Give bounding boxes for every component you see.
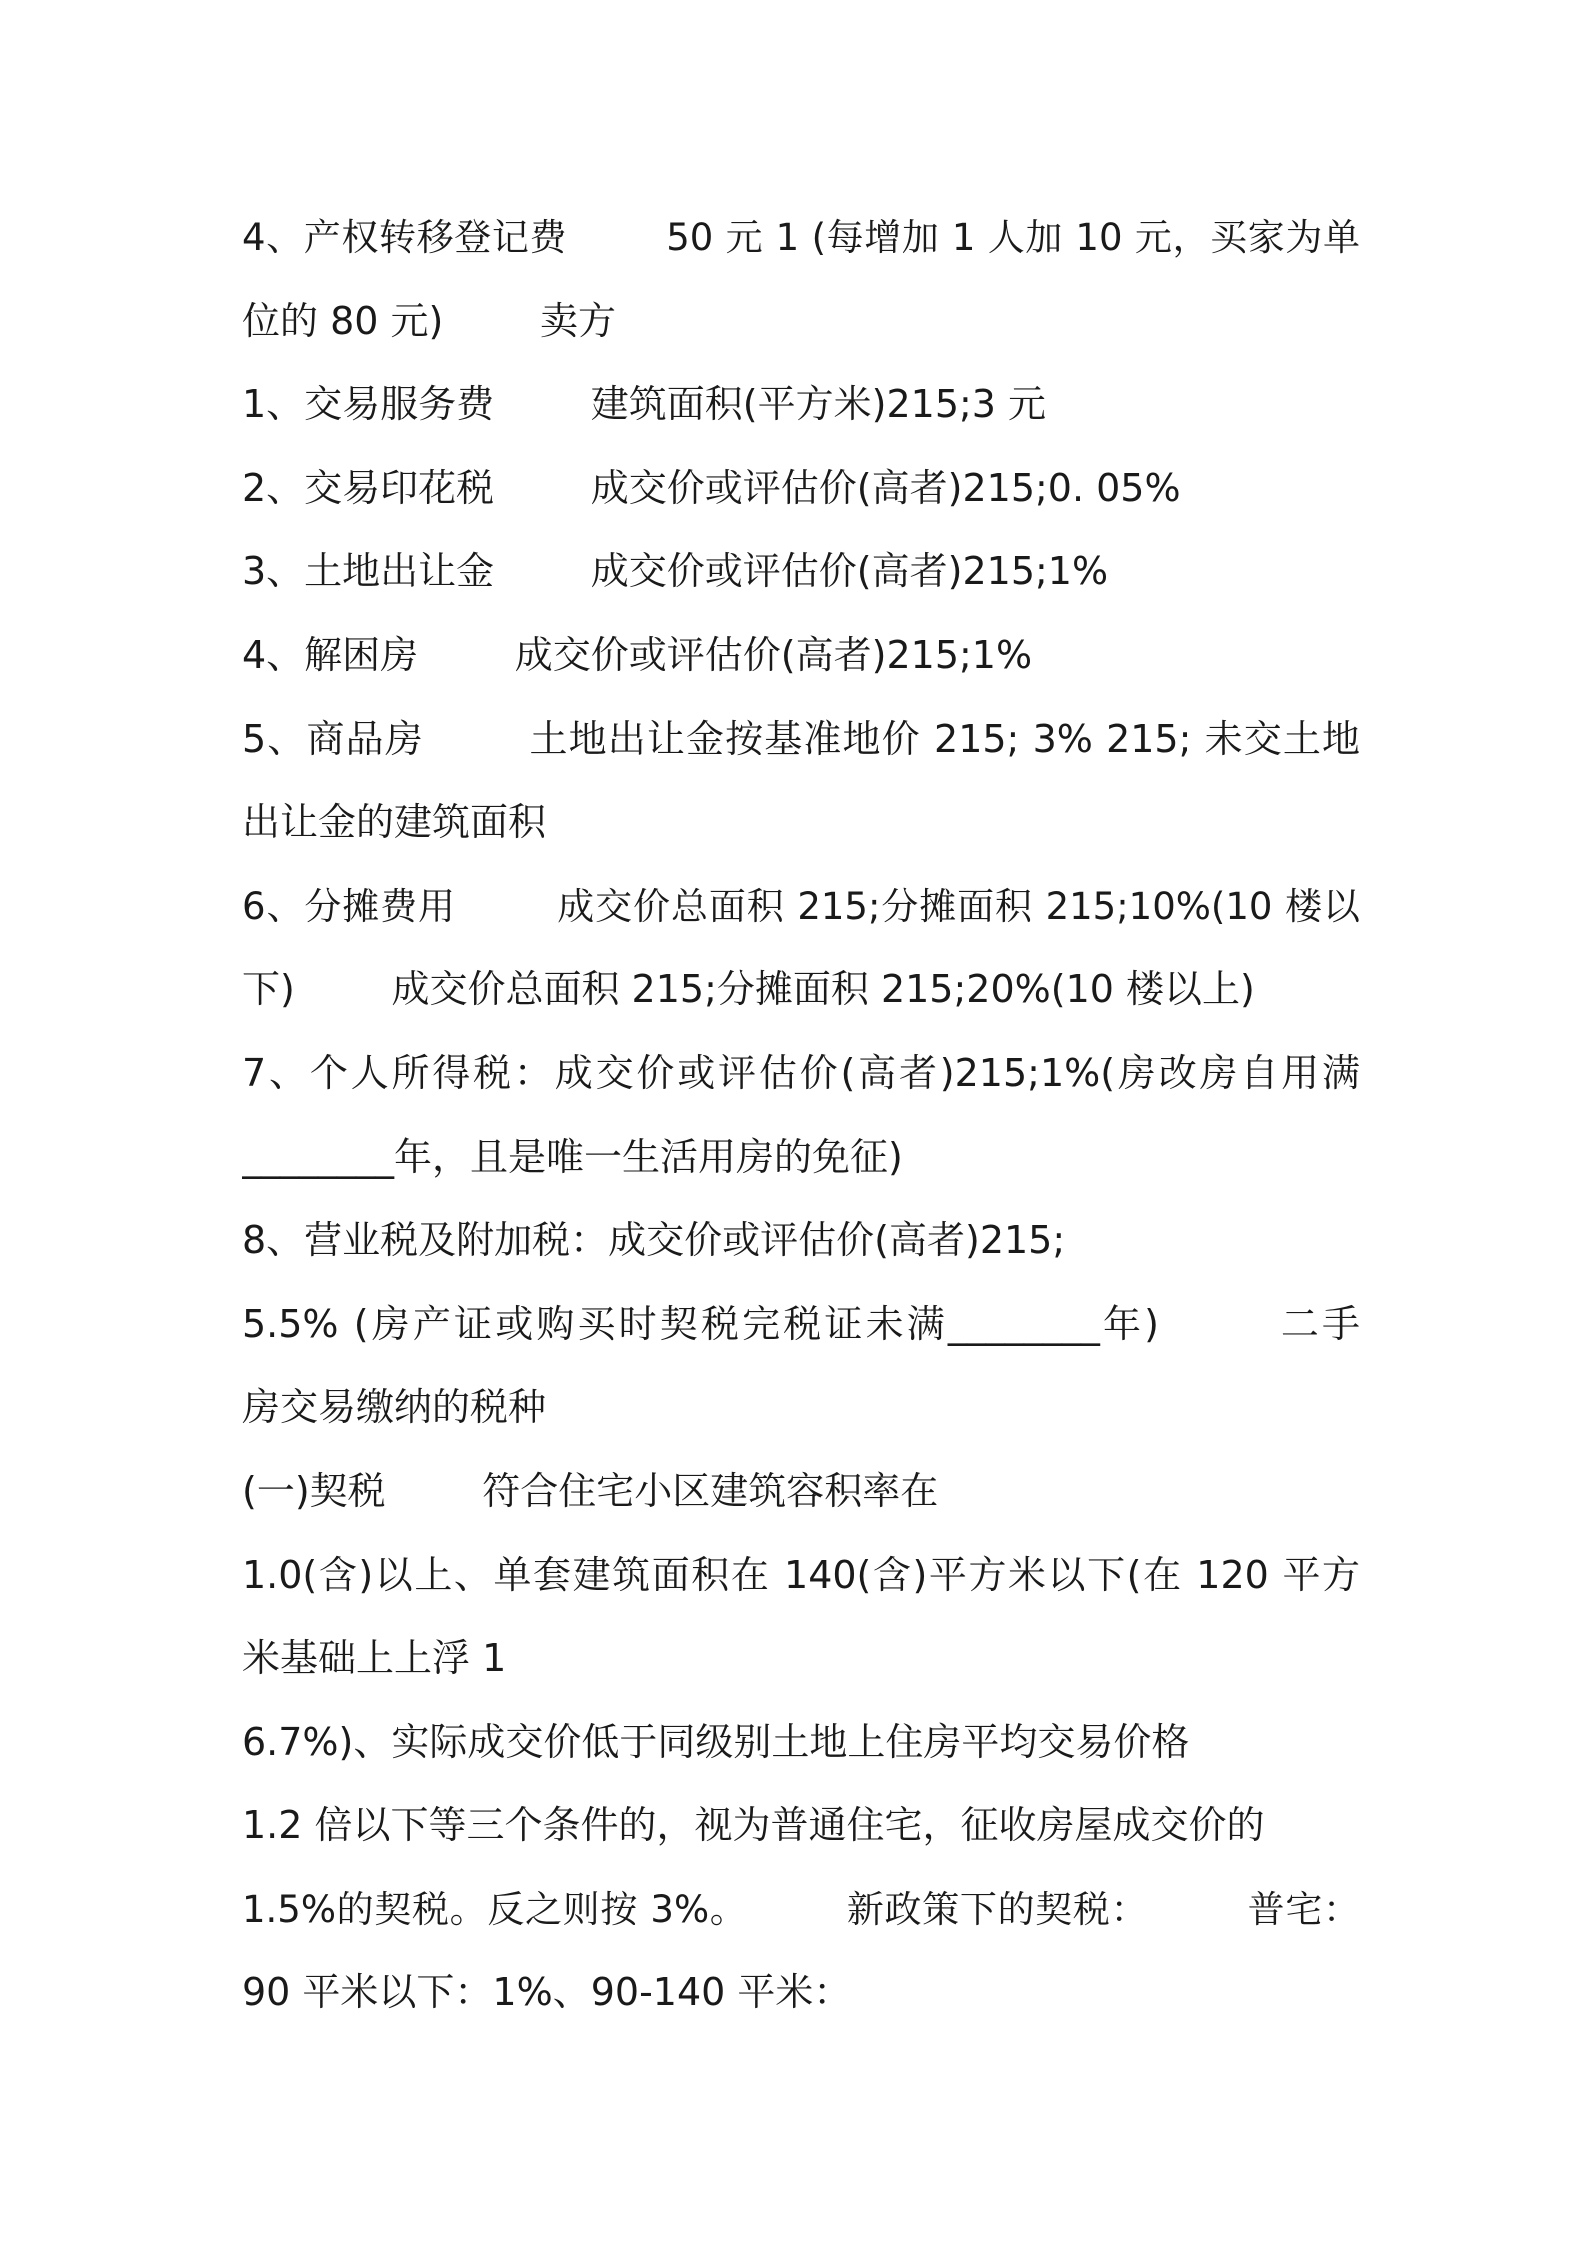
text-line: 4、产权转移登记费 50 元 1 (每增加 1 人加 10 元，买家为单	[242, 216, 1360, 259]
text-line: 5.5% (房产证或购买时契税完税证未满________年) 二手	[242, 1301, 1360, 1346]
text-line: 2、交易印花税 成交价或评估价(高者)215;0. 05%	[242, 465, 1181, 510]
text-line: 5、商品房 土地出让金按基准地价 215; 3% 215; 未交土地	[242, 716, 1360, 761]
text-line: 米基础上上浮 1	[242, 1636, 507, 1681]
text-line: 房交易缴纳的税种	[242, 1385, 547, 1430]
text-line: 6.7%)、实际成交价低于同级别土地上住房平均交易价格	[242, 1719, 1190, 1764]
text-line: 位的 80 元) 卖方	[242, 298, 616, 343]
text-line: 8、营业税及附加税：成交价或评估价(高者)215;	[242, 1218, 1066, 1263]
text-line: 7、个人所得税：成交价或评估价(高者)215;1%(房改房自用满	[242, 1050, 1360, 1095]
text-line: 1.2 倍以下等三个条件的，视为普通住宅，征收房屋成交价的	[242, 1803, 1265, 1848]
text-line: ________年，且是唯一生活用房的免征)	[242, 1134, 903, 1179]
text-line: 6、分摊费用 成交价总面积 215;分摊面积 215;10%(10 楼以	[242, 884, 1360, 928]
text-line: 1、交易服务费 建筑面积(平方米)215;3 元	[242, 382, 1047, 427]
text-line: 1.5%的契税。反之则按 3%。 新政策下的契税： 普宅：	[242, 1887, 1360, 1931]
text-line: 90 平米以下：1%、90-140 平米：	[242, 1970, 852, 2015]
text-line: 出让金的建筑面积	[242, 800, 547, 845]
text-line: 1.0(含)以上、单套建筑面积在 140(含)平方米以下(在 120 平方	[242, 1552, 1360, 1597]
text-line: 下) 成交价总面积 215;分摊面积 215;20%(10 楼以上)	[242, 967, 1255, 1012]
text-line: 3、土地出让金 成交价或评估价(高者)215;1%	[242, 549, 1109, 594]
document-body	[242, 196, 1360, 2035]
text-line: (一)契税 符合住宅小区建筑容积率在	[242, 1468, 939, 1513]
text-line: 4、解困房 成交价或评估价(高者)215;1%	[242, 632, 1033, 677]
